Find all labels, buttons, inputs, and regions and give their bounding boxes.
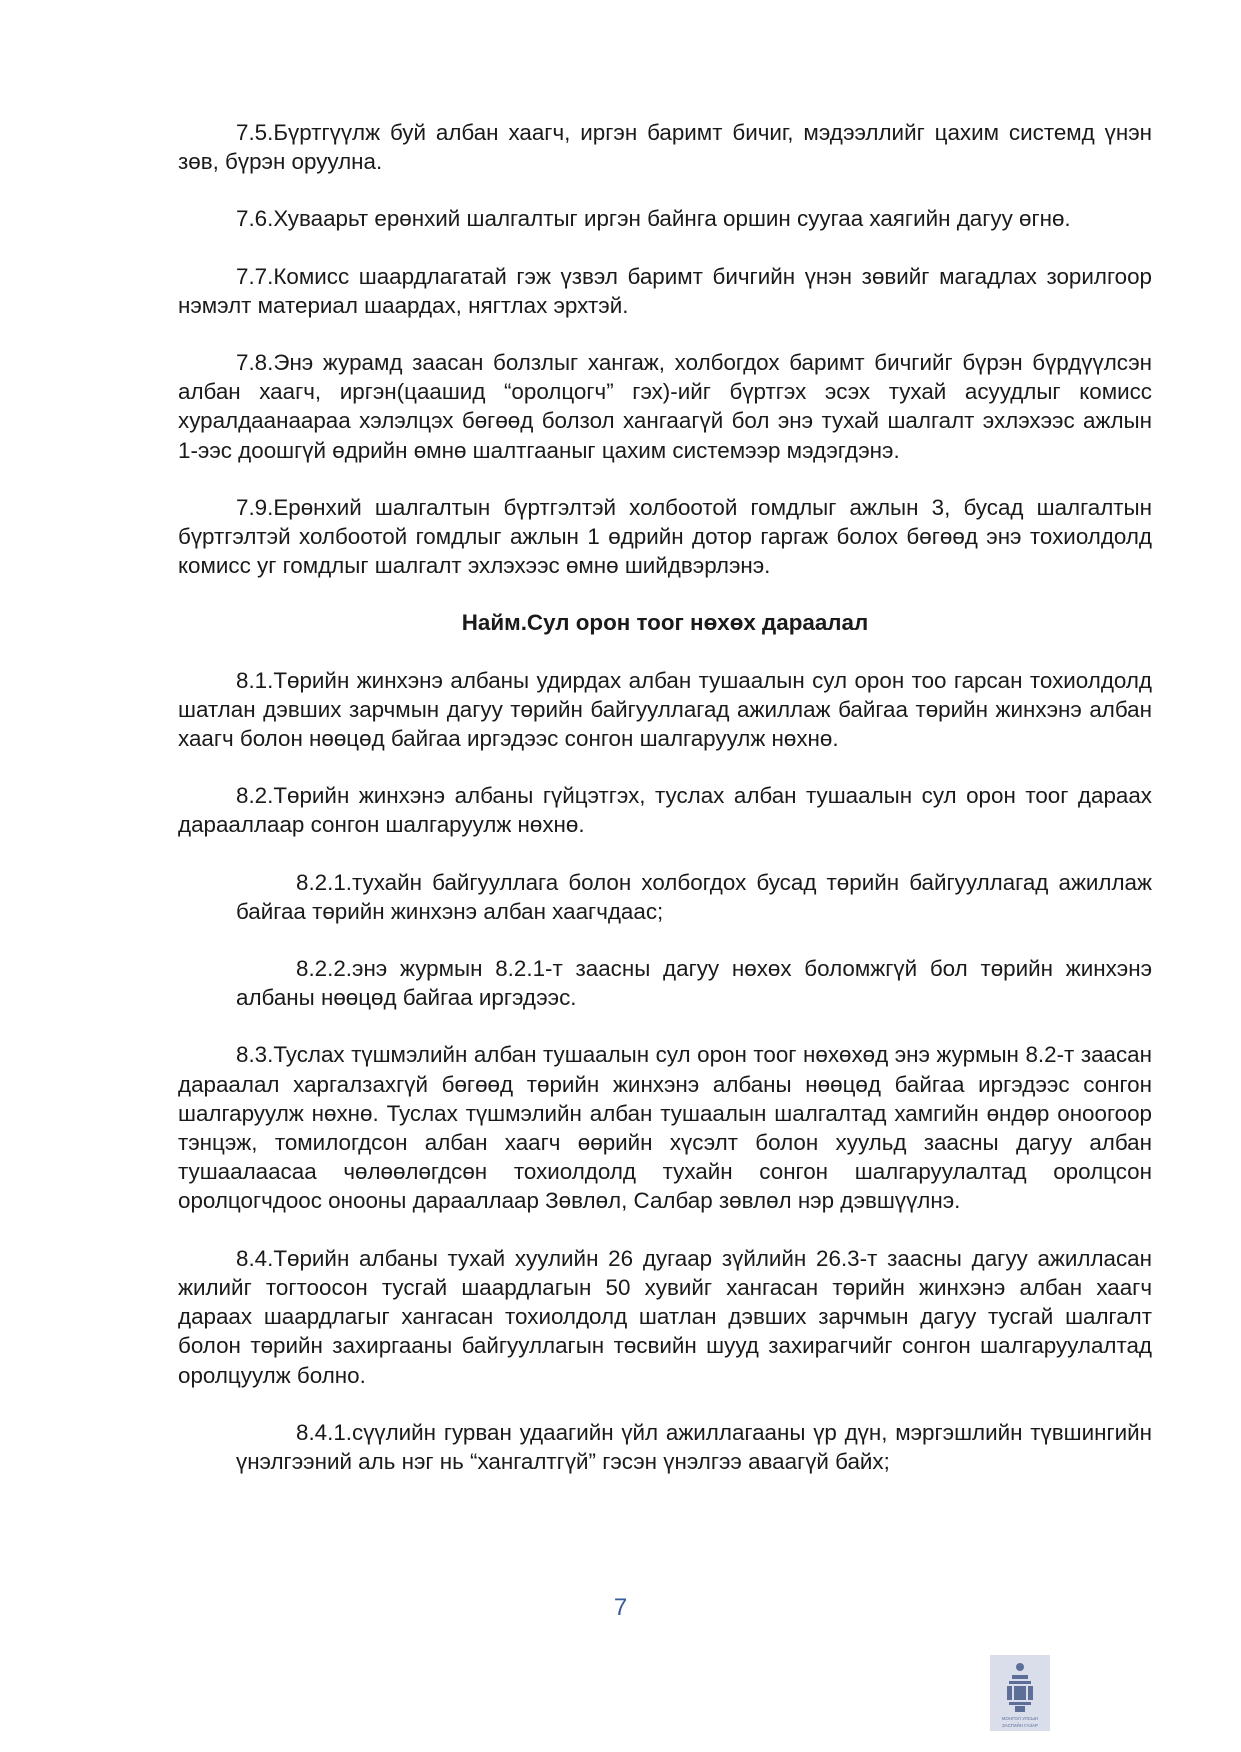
seal-line-2: ЗАСГИЙН ГАЗАР — [1001, 1723, 1039, 1728]
document-body — [178, 118, 1152, 1504]
seal-line-1: МОНГОЛ УЛСЫН — [1001, 1716, 1039, 1721]
government-seal-icon — [990, 1655, 1050, 1731]
paragraph-8-2-2: 8.2.2.энэ журмын 8.2.1-т заасны дагуу нөхөх боломжгүй бол төрийн жинхэнэ албаны нөөцөд байгаа иргэдээс. — [236, 956, 1152, 1011]
paragraph-7-7: 7.7.Комисс шаардлагатай гэж үзвэл баримт бичгийн үнэн зөвийг магадлах зорилгоор нэмэлт материал шаардах, нягтлах эрхтэй. — [178, 263, 1152, 318]
page-number: 7 — [613, 1594, 628, 1621]
paragraph-8-3: 8.3.Туслах түшмэлийн албан тушаалын сул орон тоог нөхөхөд энэ журмын 8.2-т заасан дараалал харгалзахгүй бөгөөд төрийн жинхэнэ албаны нөөцөд байгаа иргэдээс сонгон шалгаруулж нөхнө. Туслах түшмэлийн албан тушаалын шалгалтад хамгийн өндөр оноогоор тэнцэж, томилогдсон албан хаагч өөрийн хүсэлт болон хуульд заасны дагуу албан тушаалаасаа чөлөөлөгдсөн тохиолдолд тухайн сонгон шалгаруулалтад оролцсон оролцогчдоос онооны дарааллаар Зөвлөл, Салбар зөвлөл нэр дэвшүүлнэ. — [178, 1042, 1152, 1214]
paragraph-8-1: 8.1.Төрийн жинхэнэ албаны удирдах албан тушаалын сул орон тоо гарсан тохиолдолд шатлан дэвших зарчмын дагуу төрийн байгууллагад ажиллаж байгаа төрийн жинхэнэ албан хаагч болон нөөцөд байгаа иргэдээс сонгон шалгаруулж нөхнө. — [178, 667, 1152, 752]
paragraph-8-2-1: 8.2.1.тухайн байгууллага болон холбогдох бусад төрийн байгууллагад ажиллаж байгаа төрийн жинхэнэ албан хаагчдаас; — [236, 869, 1152, 924]
paragraph-7-6: 7.6.Хуваарьт ерөнхий шалгалтыг иргэн байнга оршин суугаа хаягийн дагуу өгнө. — [236, 206, 1071, 232]
paragraph-8-2: 8.2.Төрийн жинхэнэ албаны гүйцэтгэх, туслах албан тушаалын сул орон тоог дараах дарааллаар сонгон шалгаруулж нөхнө. — [178, 783, 1152, 838]
paragraph-8-4-1: 8.4.1.сүүлийн гурван удаагийн үйл ажиллагааны үр дүн, мэргэшлийн түвшингийн үнэлгээний аль нэг нь “хангалтгүй” гэсэн үнэлгээ аваагүй байх; — [236, 1419, 1152, 1474]
paragraph-8-4: 8.4.Төрийн албаны тухай хуулийн 26 дугаар зүйлийн 26.3-т заасны дагуу ажилласан жилийг тогтоосон тусгай шаардлагын 50 хувийг хангасан төрийн жинхэнэ албан хаагч дараах шаардлагыг хангасан тохиолдолд шатлан дэвших зарчмын дагуу тусгай шалгалт болон төрийн захиргааны байгууллагын төсвийн шууд захирагчийг сонгон шалгаруулалтад оролцуулж болно. — [178, 1245, 1152, 1388]
paragraph-7-5: 7.5.Бүртгүүлж буй албан хаагч, иргэн баримт бичиг, мэдээллийг цахим системд үнэн зөв, бүрэн оруулна. — [178, 120, 1152, 175]
paragraph-7-8: 7.8.Энэ журамд заасан болзлыг хангаж, холбогдох баримт бичгийг бүрэн бүрдүүлсэн албан хаагч, иргэн(цаашид “оролцогч” гэх)-ийг бүртгэх эсэх тухай асуудлыг комисс хуралдаанаараа хэлэлцэх бөгөөд болзол хангаагүй бол энэ тухай шалгалт эхлэхээс ажлын 1-ээс доошгүй өдрийн өмнө шалтгааныг цахим системээр мэдэгдэнэ. — [178, 350, 1152, 463]
paragraph-7-9: 7.9.Ерөнхий шалгалтын бүртгэлтэй холбоотой гомдлыг ажлын 3, бусад шалгалтын бүртгэлтэй холбоотой гомдлыг ажлын 1 өдрийн дотор гаргаж болох бөгөөд энэ тохиолдолд комисс уг гомдлыг шалгалт эхлэхээс өмнө шийдвэрлэнэ. — [178, 494, 1152, 579]
section-heading: Найм.Сул орон тоог нөхөх дараалал — [461, 610, 869, 636]
